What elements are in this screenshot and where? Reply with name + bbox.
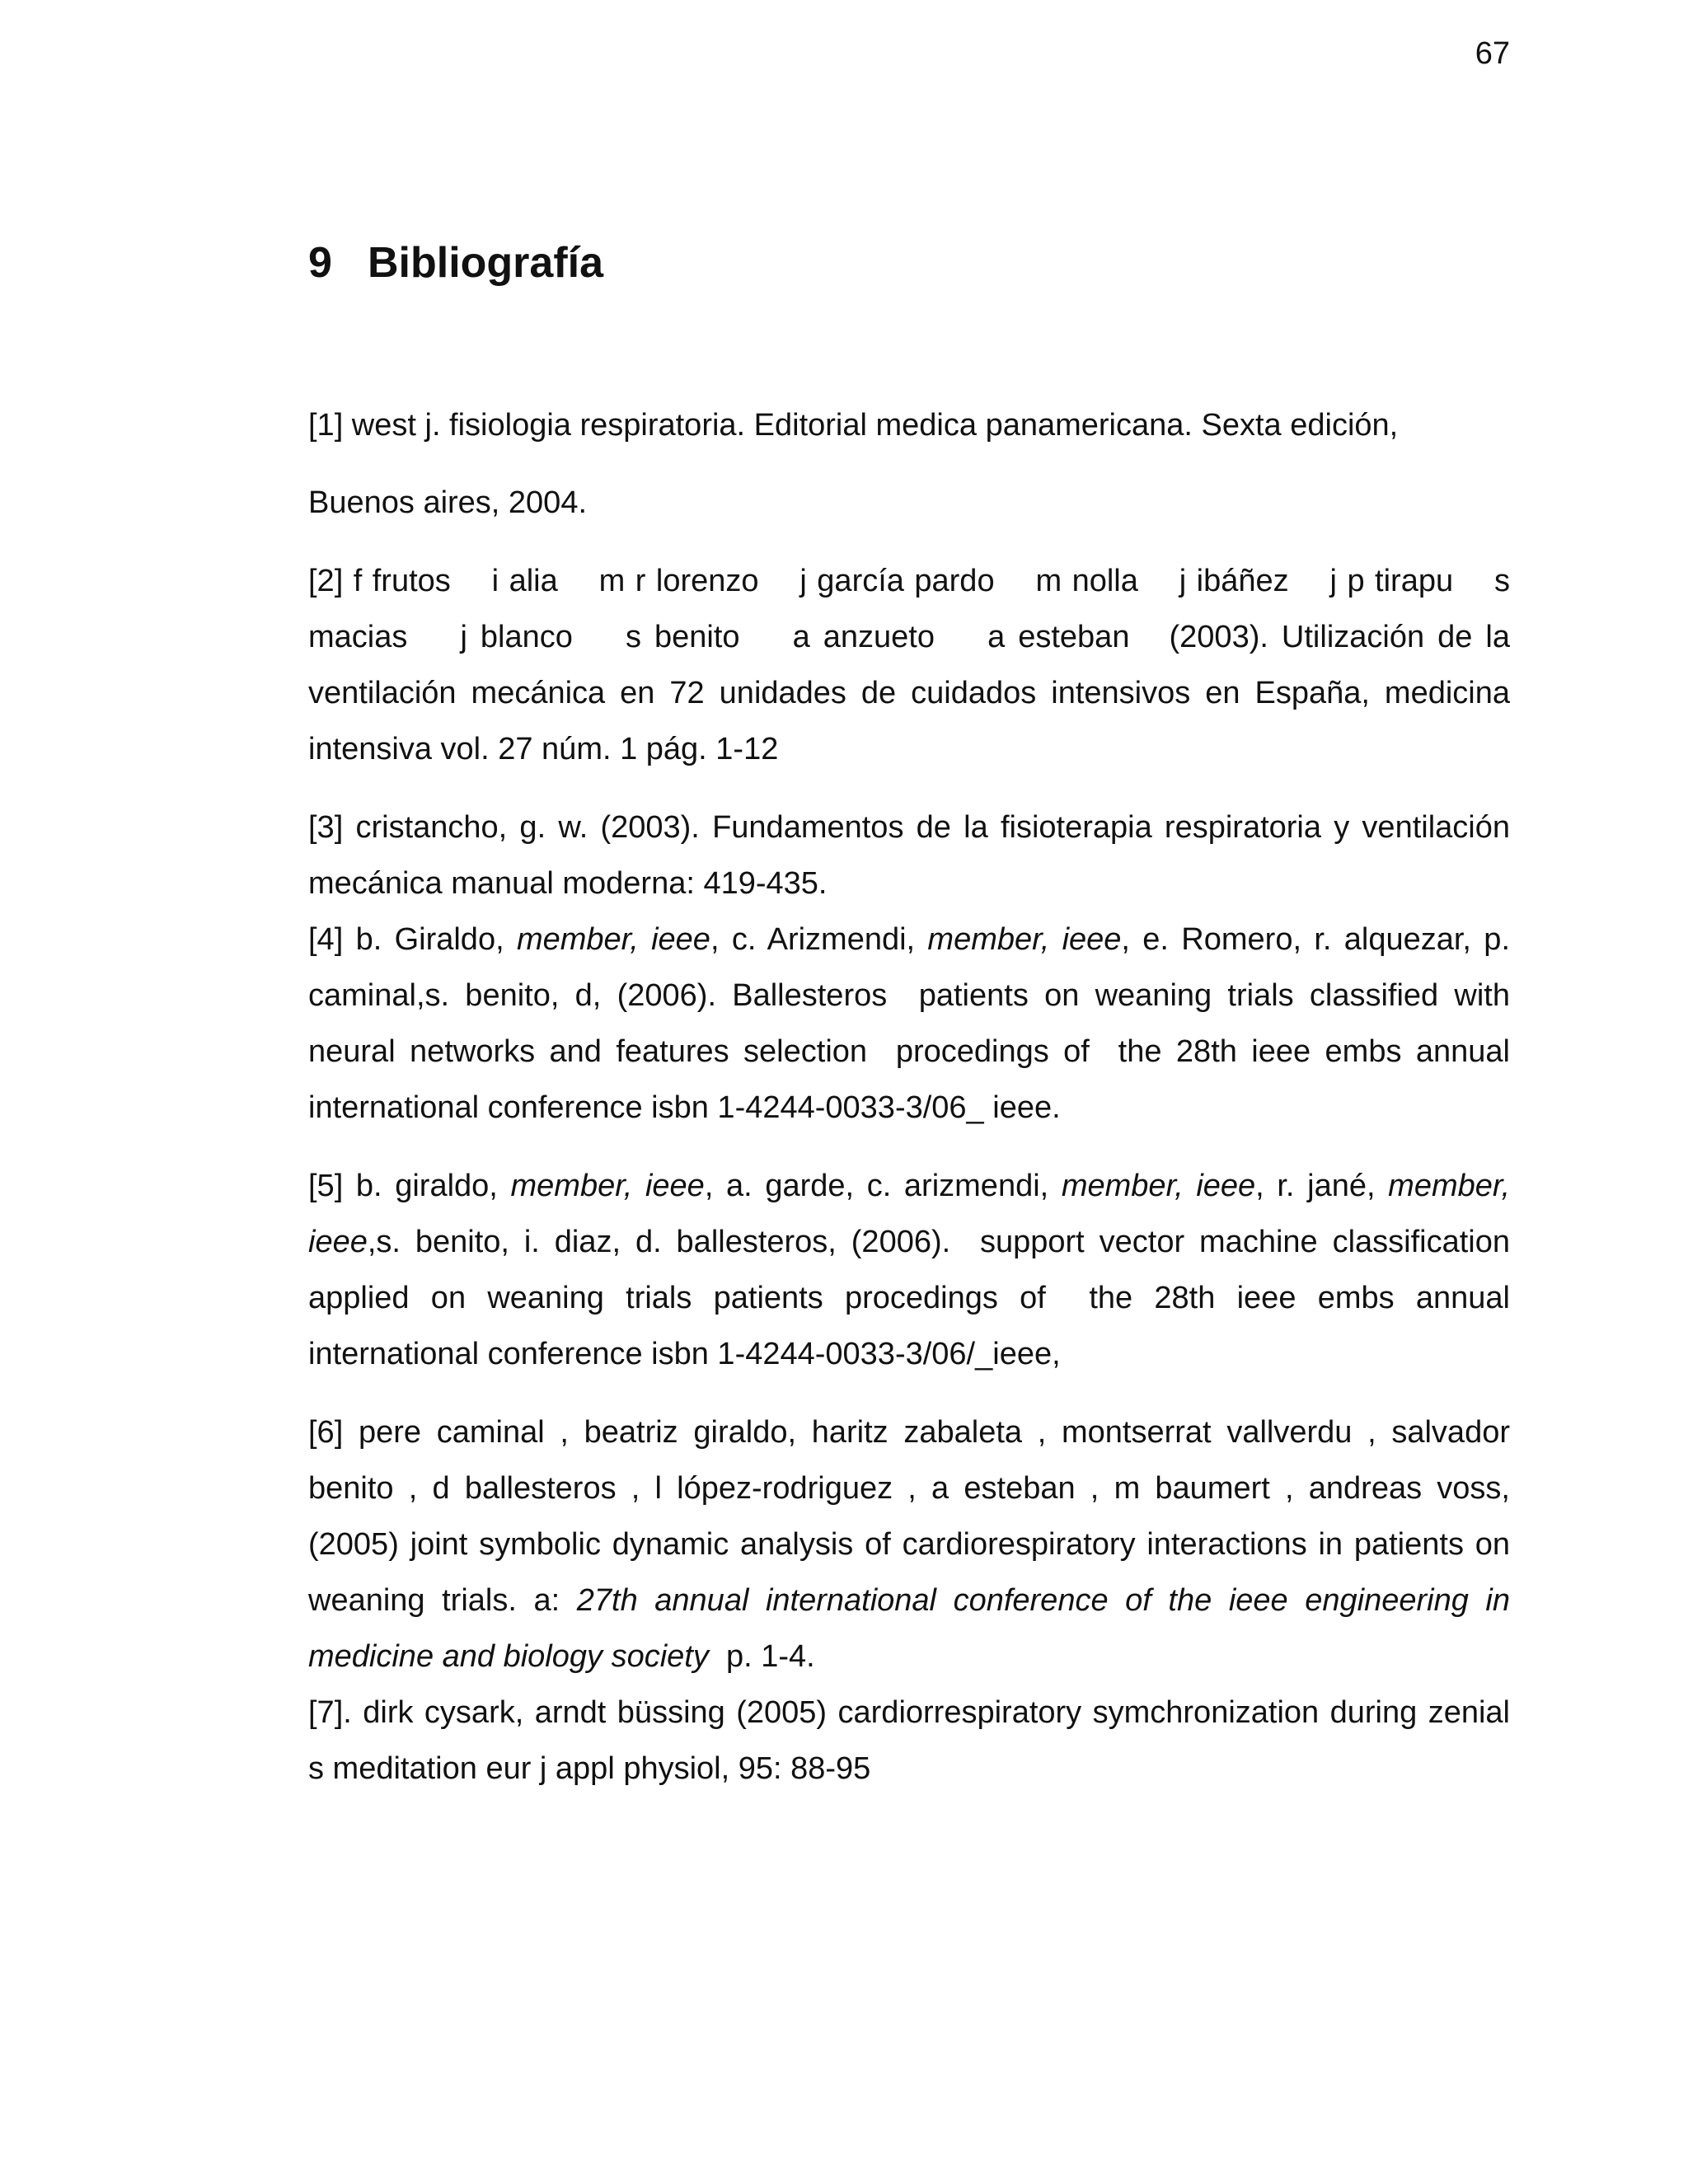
bibliography-list <box>308 397 1528 1797</box>
chapter-title <box>308 237 603 288</box>
reference-5-text: , a. garde, c. arizmendi, <box>704 1169 1062 1203</box>
reference-5-affiliation: member, ieee <box>308 1169 1519 1259</box>
reference-5-affiliation: member, ieee <box>510 1169 705 1203</box>
reference-4-text: , e. Romero, r. alquezar, p. caminal,s. benito, d, (2006). Ballesteros patients on weaning trials classified with neural networks and features selection procedings of the 28th ieee embs annual international conference isbn 1-4244-0033-3/06_ ieee. <box>308 922 1528 1125</box>
page-number: 67 <box>1475 36 1510 71</box>
reference-6 <box>308 1404 1519 1685</box>
reference-4-affiliation: member, ieee <box>927 922 1122 957</box>
reference-3: [3] cristancho, g. w. (2003). Fundamentos de la fisioterapia respiratoria y ventilación mecánica manual moderna: 419-435. <box>308 810 1510 901</box>
reference-5-affiliation: member, ieee <box>1061 1169 1256 1203</box>
reference-5 <box>308 1158 1528 1382</box>
reference-7: [7]. dirk cysark, arndt büssing (2005) cardiorrespiratory symchronization during zenial s meditation eur j appl physiol, 95: 88-95 <box>308 1695 1510 1786</box>
reference-6-text: [6] pere caminal , beatriz giraldo, haritz zabaleta , montserrat vallverdu , salvador benito , d ballesteros , l lópez-rodriguez , a esteban , m baumert , andreas voss, (2005) joint symbolic dynamic analysis of cardiorespiratory interactions in patients on weaning trials. a: <box>308 1415 1519 1618</box>
reference-4 <box>308 912 1528 1136</box>
chapter-number: 9 <box>308 239 332 287</box>
reference-1-line-2: Buenos aires, 2004. <box>308 485 588 520</box>
reference-2: [2] f frutos i alia m r lorenzo j garcía pardo m nolla j ibáñez j p tirapu s macias j blanco s benito a anzueto a esteban (2003). Utilización de la ventilación mecánica en 72 unidades de cuidados intensivos en España, medicina intensiva vol. 27 núm. 1 pág. 1-12 <box>308 564 1519 766</box>
reference-5-text: [5] b. giraldo, <box>308 1169 511 1203</box>
reference-6-text: p. 1-4. <box>708 1639 815 1674</box>
chapter-title-text: Bibliografía <box>368 239 604 287</box>
reference-5-text: , r. jané, <box>1255 1169 1389 1203</box>
reference-4-text: [4] b. Giraldo, <box>308 922 517 957</box>
reference-1 <box>308 397 1510 531</box>
reference-1-line-1: [1] west j. fisiologia respiratoria. Editorial medica panamericana. Sexta edición, <box>308 408 1399 443</box>
reference-5-text: ,s. benito, i. diaz, d. ballesteros, (2006). support vector machine classification applied on weaning trials patients procedings of the 28th ieee embs annual international conference isbn 1-4244-0033-3/06/_ieee, <box>308 1225 1528 1371</box>
reference-6-conference-title: 27th annual international conference of the ieee engineering in medicine and biology society <box>308 1583 1519 1674</box>
reference-4-affiliation: member, ieee <box>516 922 710 957</box>
reference-4-text: , c. Arizmendi, <box>710 922 928 957</box>
